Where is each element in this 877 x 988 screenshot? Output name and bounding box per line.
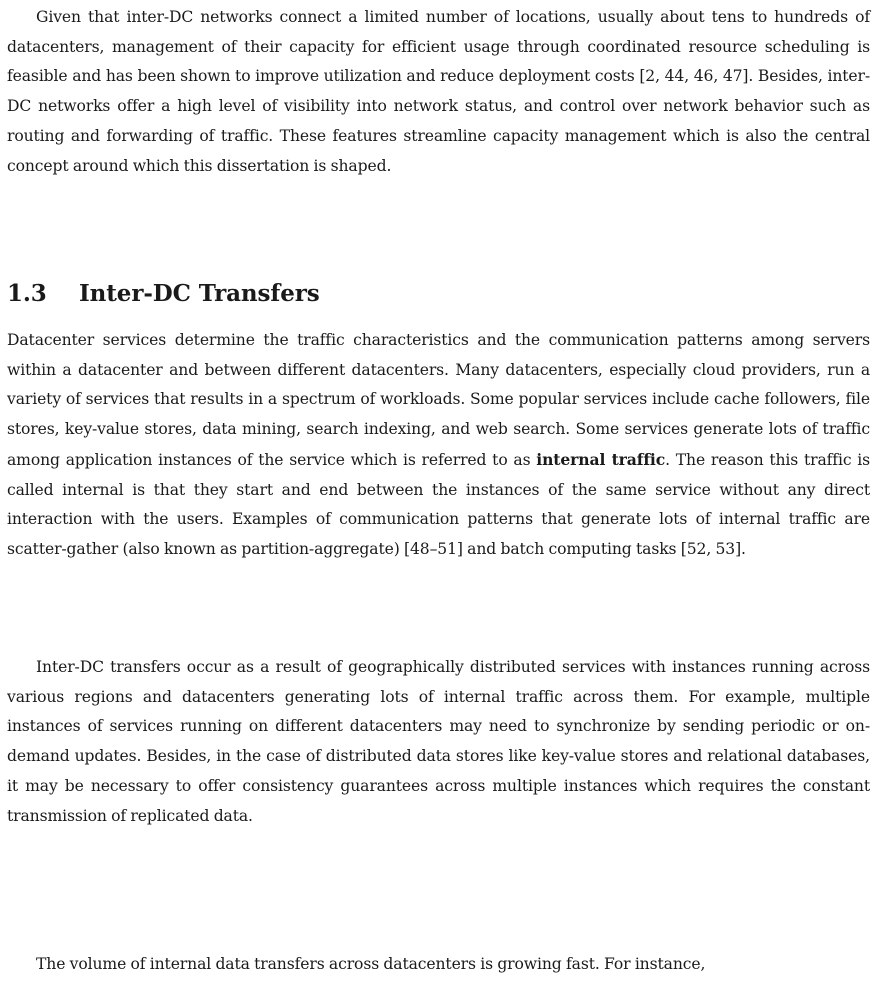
paragraph-text: . The reason this traffic is called internal is that they start and end between the instances of the same service without any direct interaction with the users. Examples of communication patterns that generate lots of internal traffic are scatter-gather (also known as partition-aggregate) [48–51] and batch computing tasks [52, 53]. (7, 450, 870, 558)
paragraph-text: Datacenter services determine the traffic characteristics and the communication patterns among servers within a datacenter and between different datacenters. Many datacenters, especially cloud providers, run a variety of services that results in a spectrum of workloads. Some popular services include cache followers, file stores, key-value stores, data mining, search indexing, and web search. Some services generate lots of traffic among application instances of the service which is referred to as (7, 331, 870, 469)
section-title: Inter-DC Transfers (79, 280, 320, 307)
section-heading (7, 279, 320, 309)
datacenter-services-paragraph (7, 326, 870, 565)
inter-dc-transfers-paragraph: Inter-DC transfers occur as a result of geographically distributed services with instances running across various regions and datacenters generating lots of internal traffic across them. For example, multiple instances of services running on different datacenters may need to synchronize by sending periodic or on-demand updates. Besides, in the case of distributed data stores like key-value stores and relational databases, it may be necessary to offer consistency guarantees across multiple instances which requires the constant transmission of replicated data. (7, 658, 870, 825)
data-volume-paragraph: The volume of internal data transfers across datacenters is growing fast. For instance, (36, 955, 706, 973)
internal-traffic-term: internal traffic (536, 449, 666, 469)
section-number: 1.3 (7, 280, 47, 307)
intro-paragraph: Given that inter-DC networks connect a limited number of locations, usually about tens to hundreds of datacenters, management of their capacity for efficient usage through coordinated resource scheduling is feasible and has been shown to improve utilization and reduce deployment costs [2, 44, 46, 47]. Besides, inter-DC networks offer a high level of visibility into network status, and control over network behavior such as routing and forwarding of traffic. These features streamline capacity management which is also the central concept around which this dissertation is shaped. (7, 8, 870, 175)
